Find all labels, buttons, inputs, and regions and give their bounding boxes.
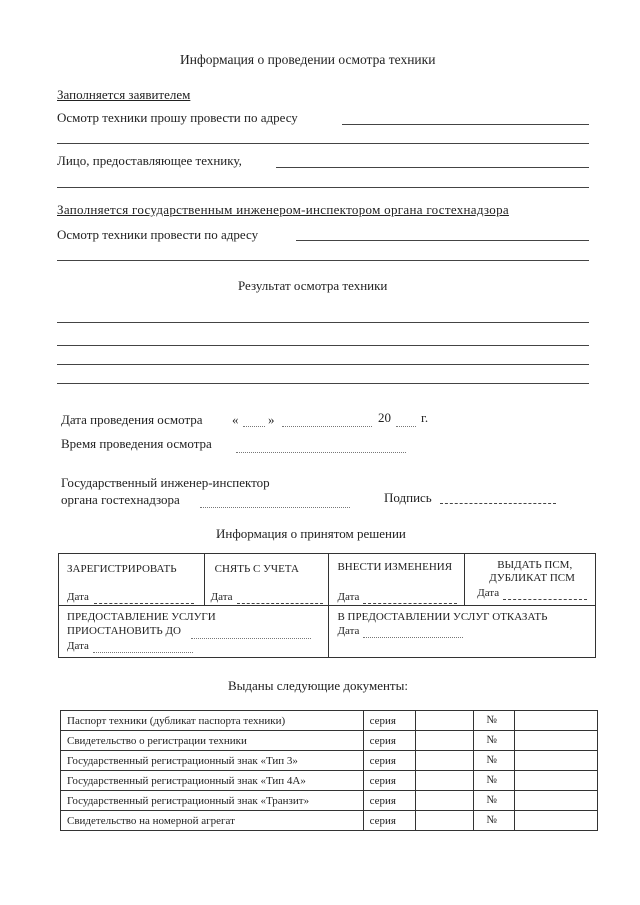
- suspend-until-field[interactable]: [191, 638, 311, 639]
- person-label: Лицо, предоставляющее технику,: [57, 153, 242, 168]
- series-label: серия: [369, 755, 396, 767]
- date-year-field[interactable]: [396, 426, 416, 427]
- document-name: Свидетельство о регистрации техники: [67, 735, 247, 747]
- applicant-address-label: Осмотр техники прошу провести по адресу: [57, 110, 298, 125]
- refuse-cell[interactable]: [329, 606, 596, 658]
- year-prefix: 20: [378, 410, 391, 425]
- number-label: №: [486, 814, 497, 826]
- series-field[interactable]: [416, 751, 474, 771]
- result-line-2[interactable]: [57, 345, 589, 346]
- inspector-address-line-1[interactable]: [296, 240, 589, 241]
- number-field[interactable]: [514, 791, 597, 811]
- suspend-cell[interactable]: [59, 606, 329, 658]
- decision-heading: Информация о принятом решении: [216, 526, 406, 541]
- series-label: серия: [369, 815, 396, 827]
- series-field[interactable]: [416, 731, 474, 751]
- document-name: Свидетельство на номерной агрегат: [67, 815, 235, 827]
- issue-label-line2: ДУБЛИКАТ ПСМ: [489, 572, 575, 584]
- refuse-label: В ПРЕДОСТАВЛЕНИИ УСЛУГ ОТКАЗАТЬ: [337, 611, 548, 623]
- year-suffix: г.: [421, 410, 429, 425]
- register-date-label: Дата: [67, 591, 89, 603]
- register-date-field[interactable]: [94, 603, 194, 604]
- inspector-name-field[interactable]: [200, 507, 350, 508]
- applicant-heading: Заполняется заявителем: [57, 87, 191, 102]
- series-label: серия: [369, 795, 396, 807]
- suspend-date-field[interactable]: [93, 652, 193, 653]
- amend-cell[interactable]: [329, 554, 465, 606]
- suspend-label-line1: ПРЕДОСТАВЛЕНИЕ УСЛУГИ: [67, 611, 216, 623]
- register-label: ЗАРЕГИСТРИРОВАТЬ: [67, 563, 177, 575]
- date-open-quote: «: [232, 412, 239, 427]
- series-field[interactable]: [416, 791, 474, 811]
- table-row: [61, 791, 598, 811]
- table-row: [61, 751, 598, 771]
- deregister-date-label: Дата: [210, 591, 233, 603]
- document-name: Государственный регистрационный знак «Транзит»: [67, 795, 310, 807]
- inspector-title-line1: Государственный инженер-инспектор: [61, 475, 270, 490]
- date-day-field[interactable]: [243, 426, 265, 427]
- amend-label: ВНЕСТИ ИЗМЕНЕНИЯ: [337, 561, 453, 573]
- table-row: [61, 711, 598, 731]
- inspection-time-label: Время проведения осмотра: [61, 436, 212, 451]
- signature-label: Подпись: [384, 490, 432, 505]
- result-line-1[interactable]: [57, 322, 589, 323]
- inspector-address-label: Осмотр техники провести по адресу: [57, 227, 259, 242]
- person-line-2[interactable]: [57, 187, 589, 188]
- number-label: №: [486, 714, 497, 726]
- number-label: №: [486, 734, 497, 746]
- applicant-address-line-2[interactable]: [57, 143, 589, 144]
- date-close-quote: »: [268, 412, 275, 427]
- series-label: серия: [369, 735, 396, 747]
- inspector-title-line2: органа гостехнадзора: [61, 492, 180, 507]
- person-line-1[interactable]: [276, 167, 589, 168]
- register-cell[interactable]: [59, 554, 205, 606]
- table-row: [61, 811, 598, 831]
- issue-cell[interactable]: [465, 554, 596, 606]
- deregister-cell[interactable]: [204, 554, 329, 606]
- decision-table: [58, 553, 596, 658]
- refuse-date-field[interactable]: [363, 637, 463, 638]
- applicant-address-line-1[interactable]: [342, 124, 589, 125]
- series-field[interactable]: [416, 711, 474, 731]
- result-line-4[interactable]: [57, 383, 589, 384]
- result-heading: Результат осмотра техники: [238, 278, 388, 293]
- series-field[interactable]: [416, 771, 474, 791]
- series-field[interactable]: [416, 811, 474, 831]
- document-name: Государственный регистрационный знак «Тип 3»: [67, 755, 298, 767]
- deregister-date-field[interactable]: [237, 603, 323, 604]
- inspection-time-field[interactable]: [236, 452, 406, 453]
- table-row: [61, 731, 598, 751]
- series-label: серия: [369, 775, 396, 787]
- issue-date-label: Дата: [477, 587, 500, 599]
- inspector-heading: Заполняется государственным инженером-инспектором органа гостехнадзора: [57, 202, 509, 217]
- deregister-label: СНЯТЬ С УЧЕТА: [214, 563, 299, 575]
- page-title: Информация о проведении осмотра техники: [180, 52, 436, 67]
- suspend-date-label: Дата: [67, 640, 89, 652]
- issue-date-field[interactable]: [503, 599, 587, 600]
- issue-label-line1: ВЫДАТЬ ПСМ,: [497, 559, 573, 571]
- number-field[interactable]: [514, 771, 597, 791]
- inspection-date-label: Дата проведения осмотра: [61, 412, 203, 427]
- number-label: №: [486, 794, 497, 806]
- suspend-label-line2: ПРИОСТАНОВИТЬ ДО: [67, 625, 181, 637]
- number-field[interactable]: [514, 811, 597, 831]
- number-label: №: [486, 754, 497, 766]
- document-name: Государственный регистрационный знак «Тип 4А»: [67, 775, 306, 787]
- documents-table: [60, 710, 598, 831]
- document-name: Паспорт техники (дубликат паспорта техники): [67, 715, 286, 727]
- signature-field[interactable]: [440, 503, 556, 504]
- amend-date-label: Дата: [337, 591, 360, 603]
- number-field[interactable]: [514, 731, 597, 751]
- number-label: №: [486, 774, 497, 786]
- date-month-field[interactable]: [282, 426, 372, 427]
- amend-date-field[interactable]: [363, 603, 457, 604]
- refuse-date-label: Дата: [337, 625, 360, 637]
- result-line-3[interactable]: [57, 364, 589, 365]
- series-label: серия: [369, 715, 396, 727]
- table-row: [61, 771, 598, 791]
- documents-heading: Выданы следующие документы:: [228, 678, 408, 693]
- number-field[interactable]: [514, 711, 597, 731]
- number-field[interactable]: [514, 751, 597, 771]
- inspector-address-line-2[interactable]: [57, 260, 589, 261]
